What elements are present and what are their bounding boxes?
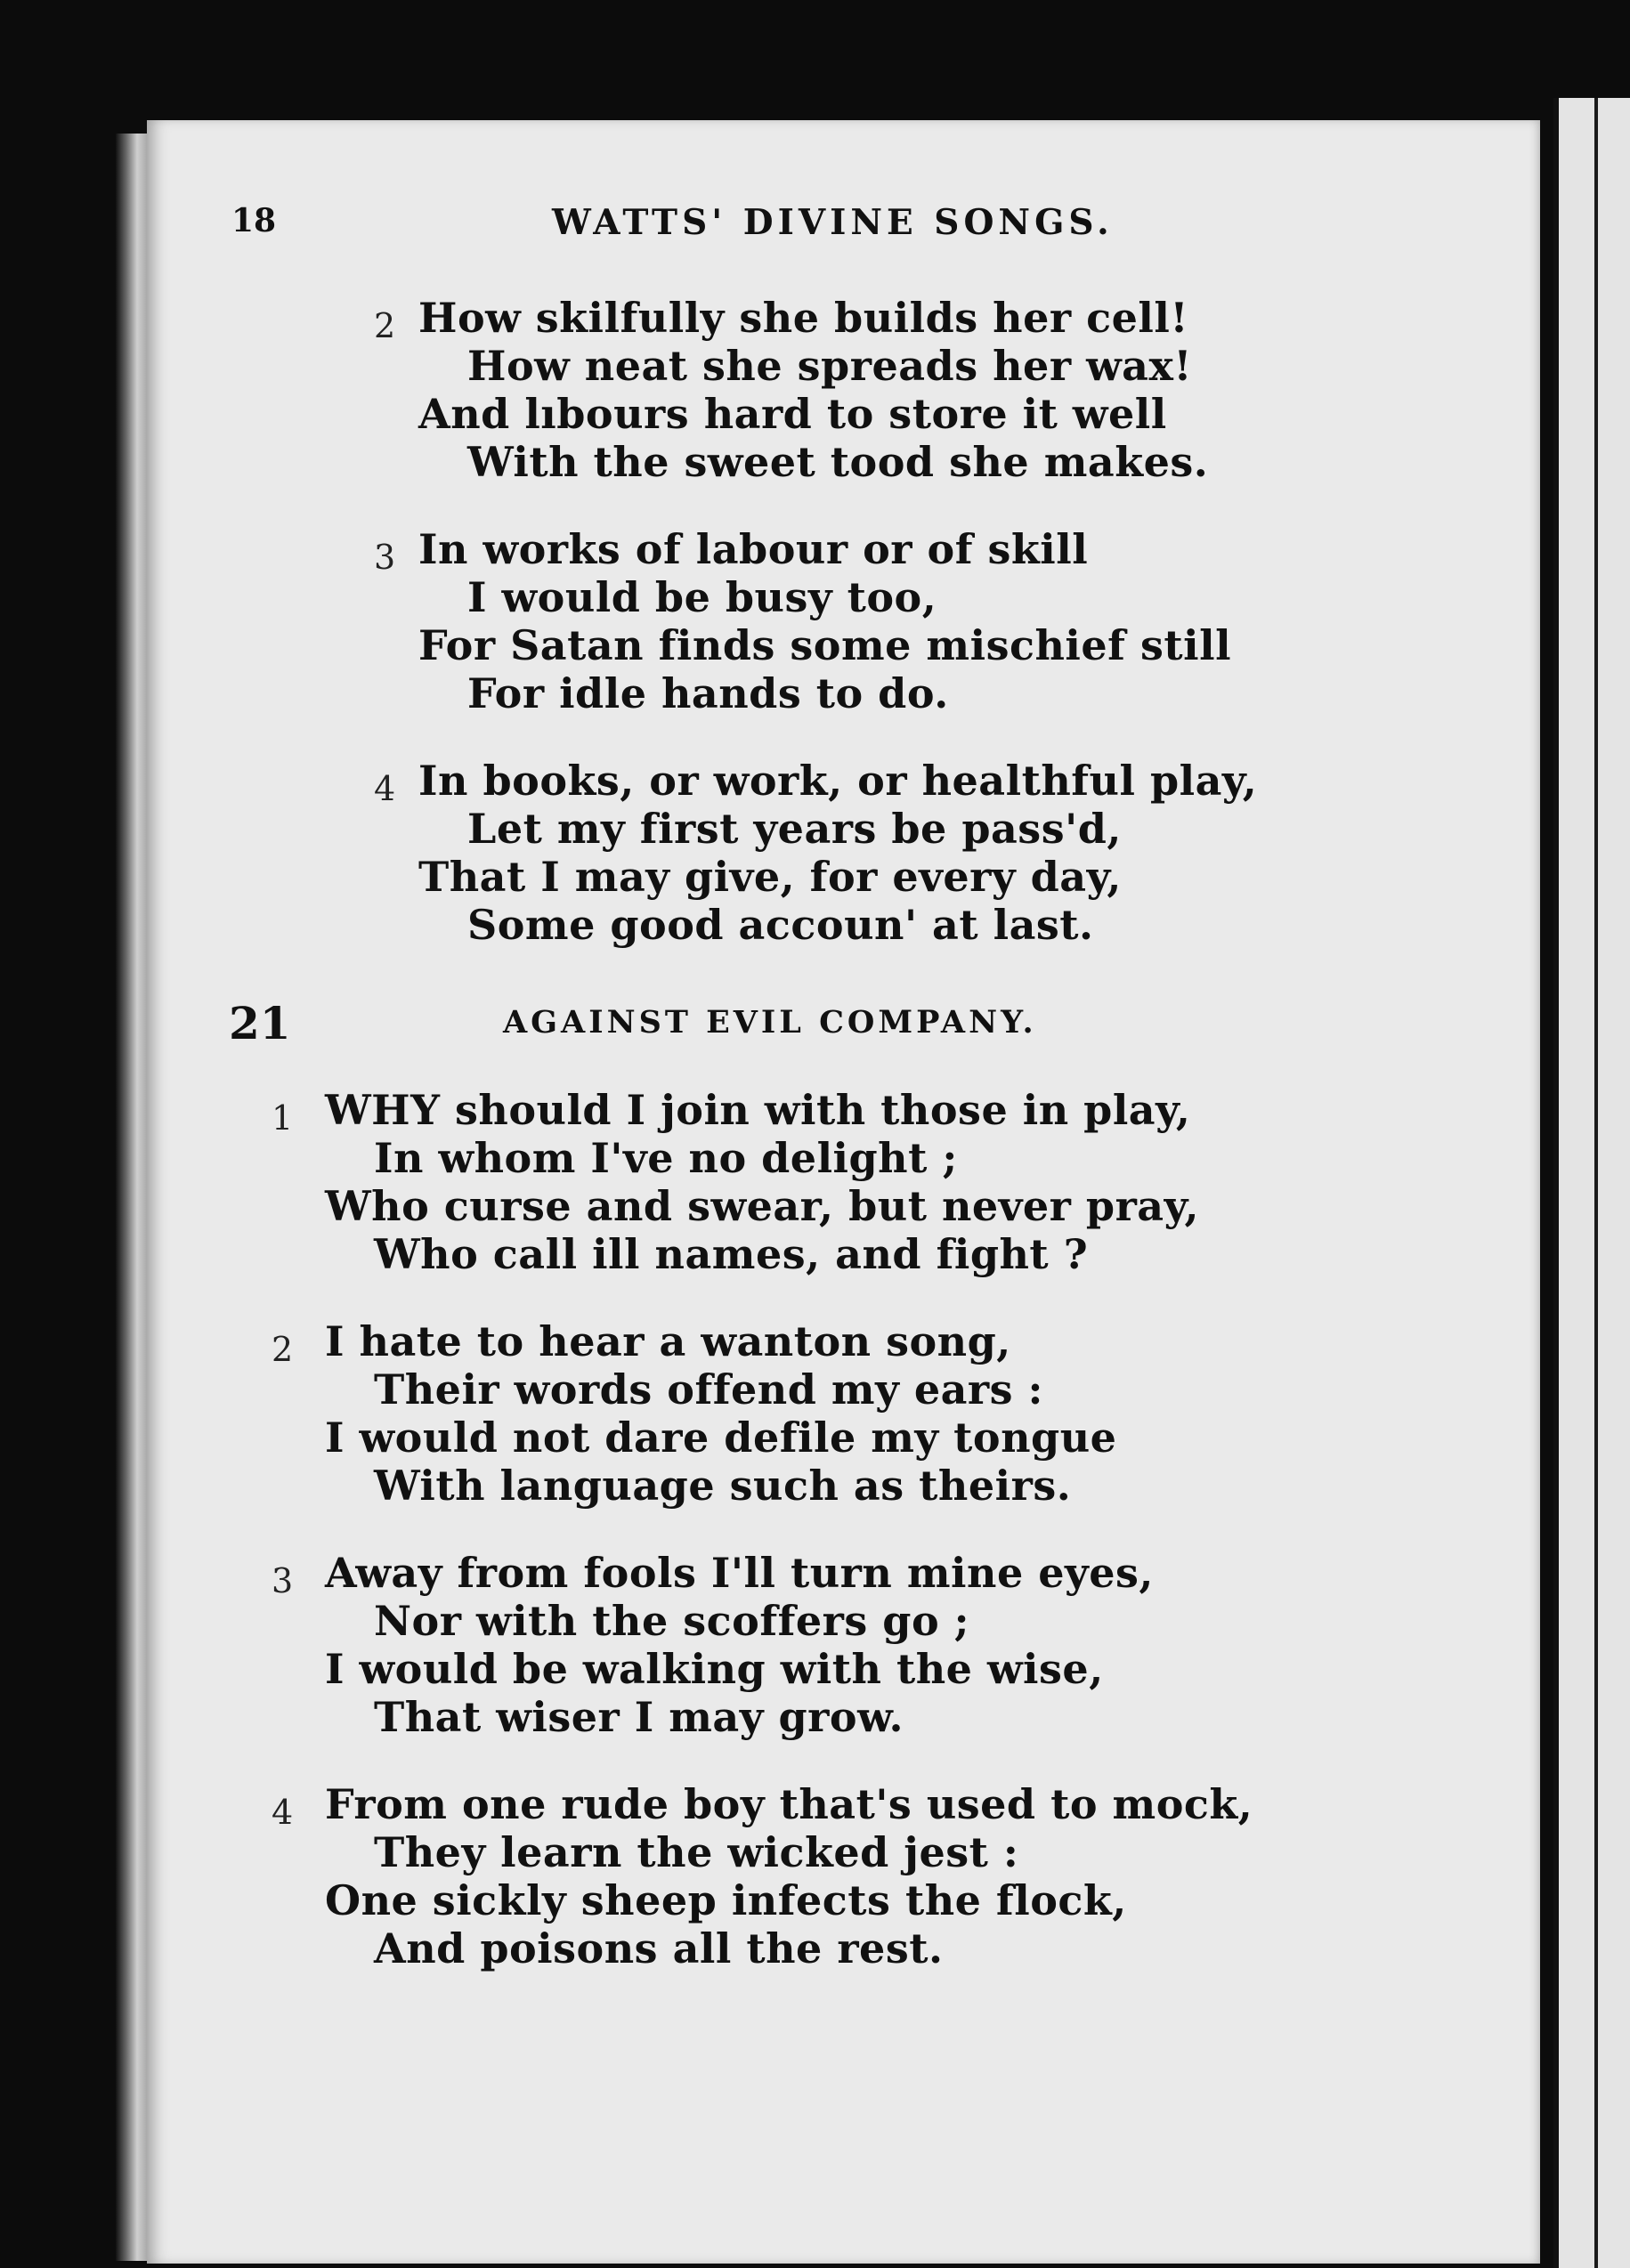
book-page <box>147 120 1540 2264</box>
verse-number: 4 <box>272 1793 294 1832</box>
verse-line: That I may give, for every day, <box>418 853 1122 901</box>
verse-number: 3 <box>272 1561 294 1600</box>
facing-page-edge <box>1553 98 1630 2268</box>
page-number: 18 <box>231 202 277 239</box>
verse-line: For Satan finds some mischief still <box>418 621 1232 669</box>
verse-number: 1 <box>272 1098 294 1138</box>
verse-number: 2 <box>374 306 396 345</box>
verse-line: Who call ill names, and fight ? <box>374 1230 1089 1278</box>
verse-line: For idle hands to do. <box>467 669 949 717</box>
verse-line: I would be walking with the wise, <box>325 1645 1104 1693</box>
book-binding <box>116 134 151 2261</box>
verse-number: 2 <box>272 1330 294 1369</box>
running-title: WATTS' DIVINE SONGS. <box>552 202 1114 243</box>
verse-line: In whom I've no delight ; <box>374 1134 958 1182</box>
verse-line: Away from fools I'll turn mine eyes, <box>325 1549 1154 1597</box>
verse-number: 3 <box>374 538 396 577</box>
verse-line: Nor with the scoffers go ; <box>374 1597 970 1645</box>
verse-line: They learn the wicked jest : <box>374 1828 1019 1876</box>
verse-line: I would not dare defile my tongue <box>325 1413 1117 1462</box>
verse-line: That wiser I may grow. <box>374 1693 904 1741</box>
verse-line: One sickly sheep infects the flock, <box>325 1876 1127 1924</box>
verse-line: Who curse and swear, but never pray, <box>325 1182 1199 1230</box>
verse-line: WHY should I join with those in play, <box>325 1086 1191 1134</box>
verse-line: From one rude boy that's used to mock, <box>325 1780 1253 1828</box>
verse-line: With the sweet tood she makes. <box>467 438 1209 486</box>
verse-number: 4 <box>374 769 396 808</box>
verse-line: Their words offend my ears : <box>374 1365 1044 1413</box>
verse-line: I would be busy too, <box>467 573 937 621</box>
verse-line: Some good accoun' at last. <box>467 901 1094 949</box>
hymn-number: 21 <box>229 997 291 1049</box>
verse-line: And lıbours hard to store it well <box>418 390 1167 438</box>
verse-line: I hate to hear a wanton song, <box>325 1317 1011 1365</box>
page-header <box>231 202 1211 255</box>
verse-line: Let my first years be pass'd, <box>467 805 1122 853</box>
verse-line: How skilfully she builds her cell! <box>418 294 1189 342</box>
verse-line: In works of labour or of skill <box>418 525 1089 573</box>
verse-line: And poisons all the rest. <box>374 1924 944 1972</box>
verse-line: How neat she spreads her wax! <box>467 342 1193 390</box>
hymn-title: AGAINST EVIL COMPANY. <box>503 1004 1037 1041</box>
verse-line: With language such as theirs. <box>374 1462 1072 1510</box>
verse-line: In books, or work, or healthful play, <box>418 757 1258 805</box>
